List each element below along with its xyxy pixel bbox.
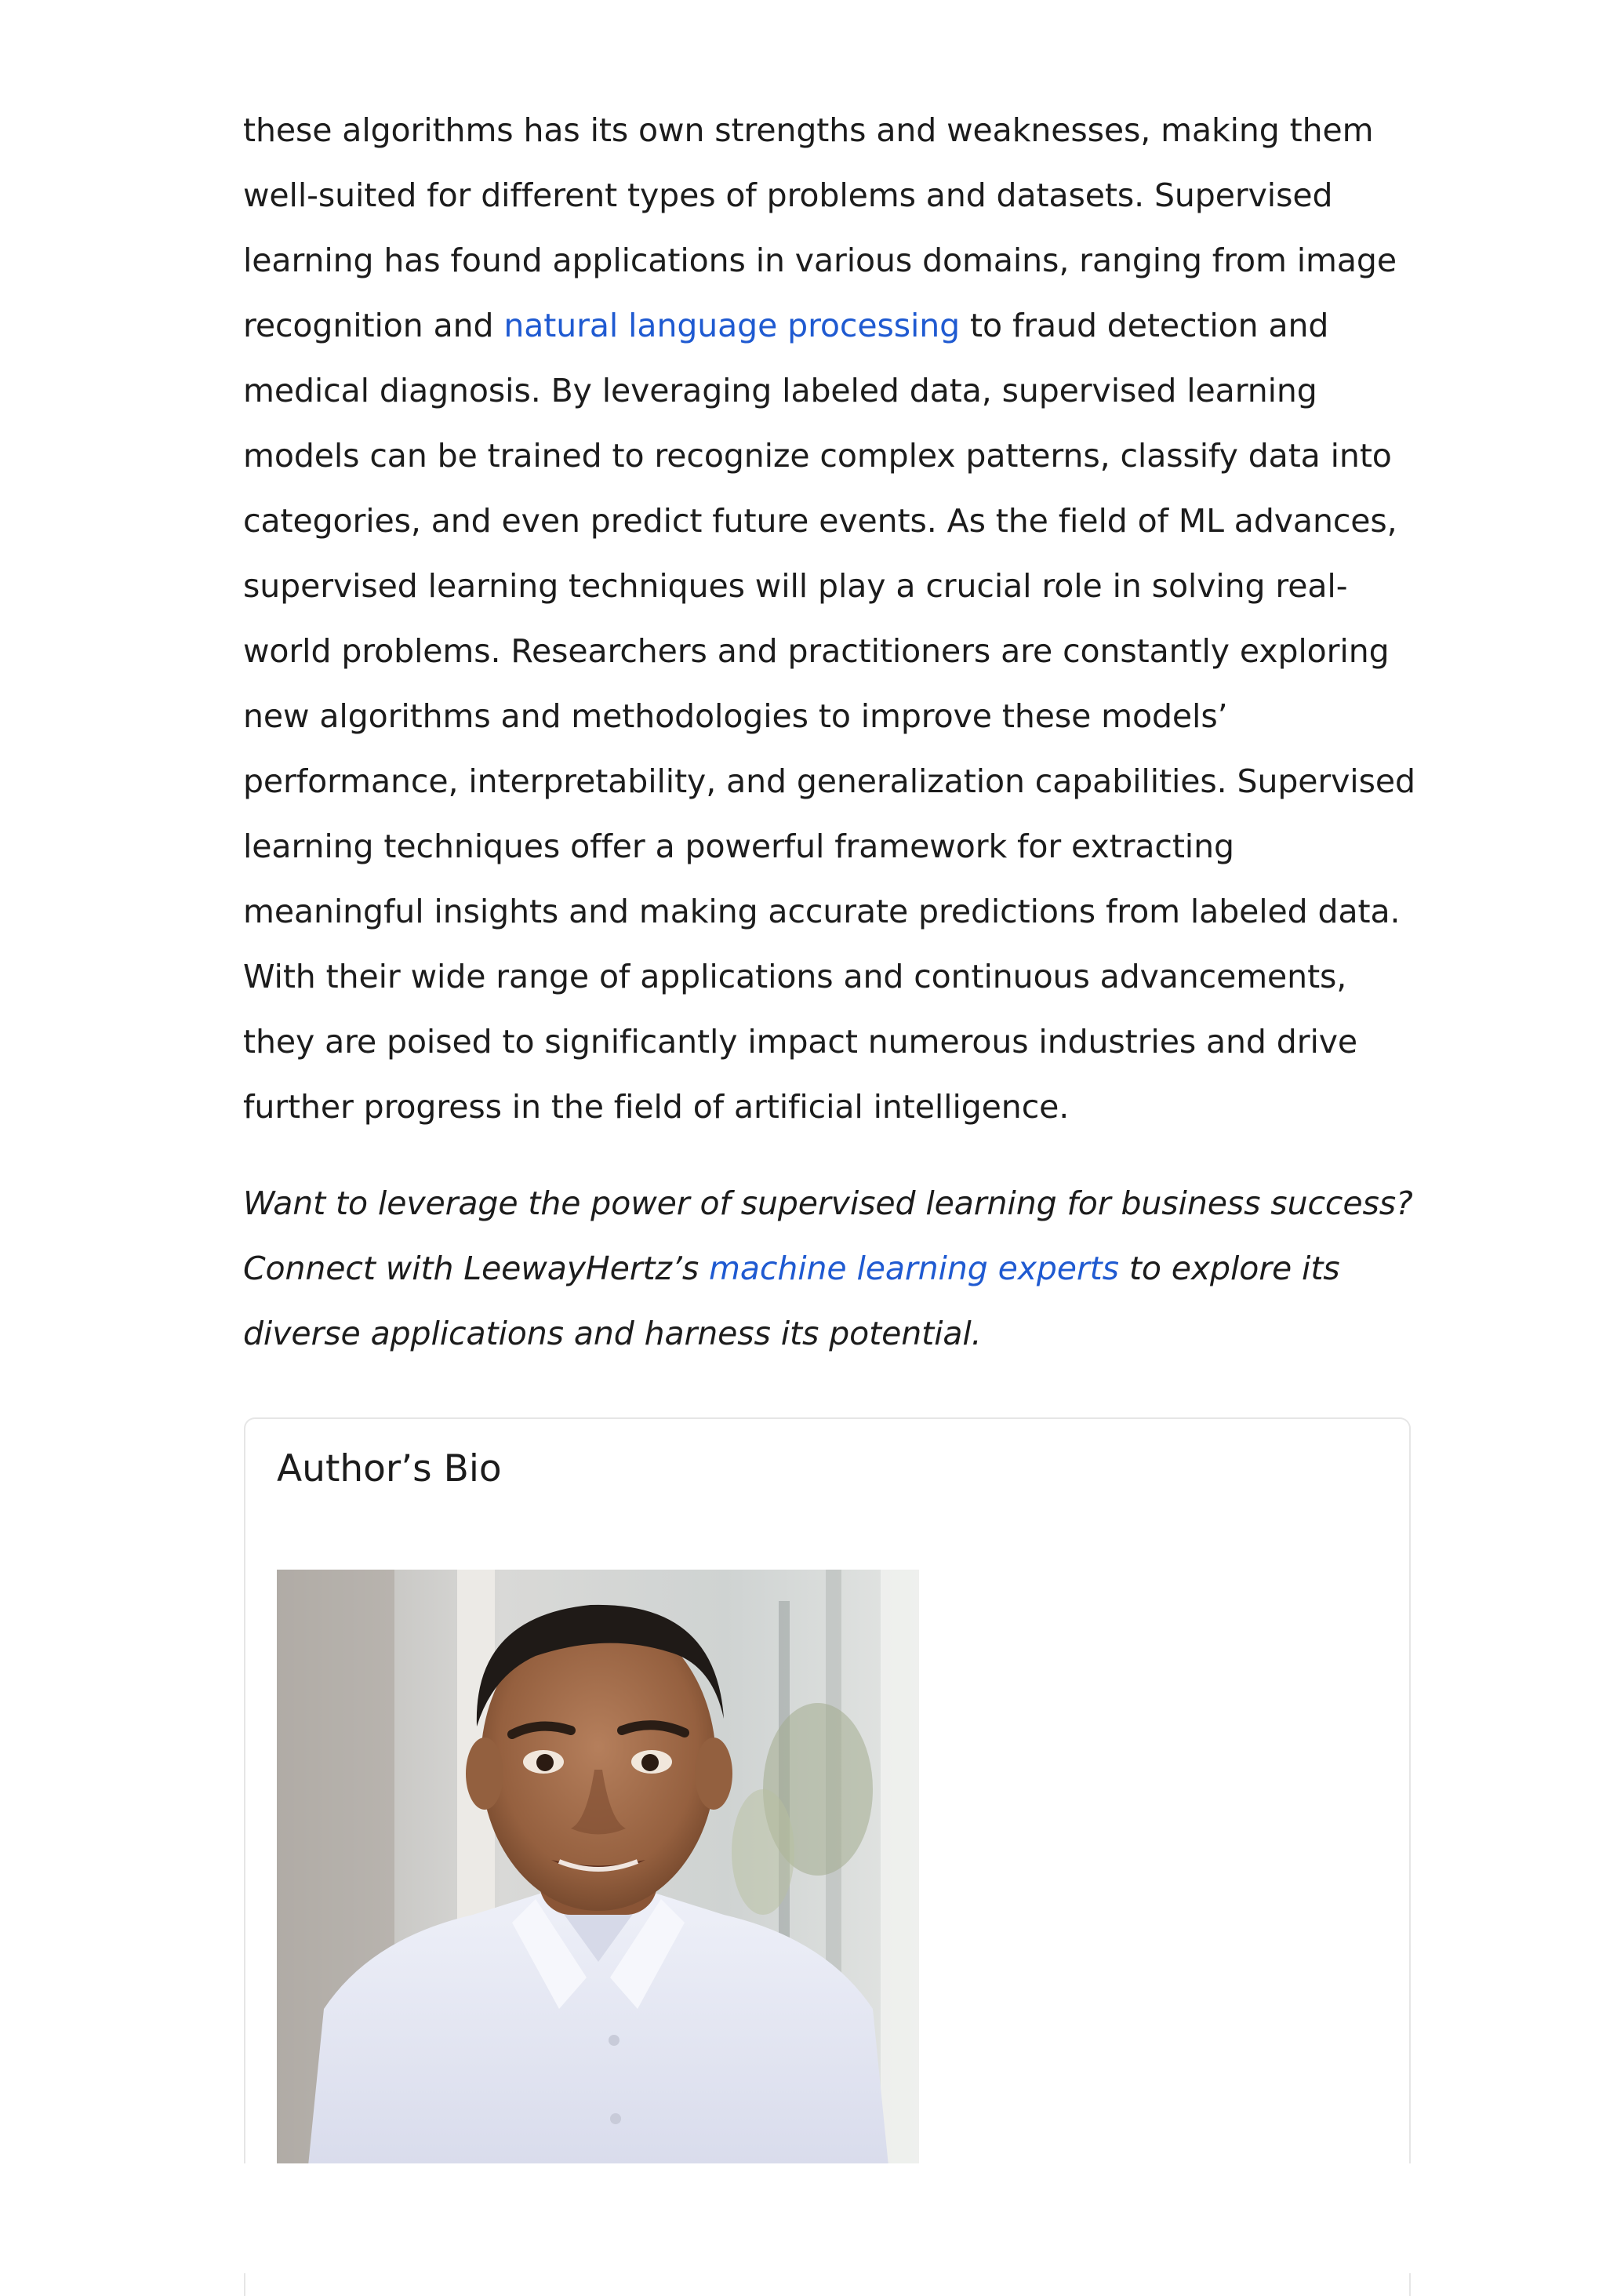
cta-text-start: Want to leverage the power of supervised learning for business success? Connect with LeewayHertz’s	[243, 1184, 1413, 1287]
conclusion-paragraph	[243, 98, 1419, 1140]
cta-text-end: to explore its diverse applications and harness its potential.	[243, 1250, 1340, 1352]
paragraph-text-start: these algorithms has its own strengths and weaknesses, making them well-suited for different types of problems and datasets. Supervised learning has found applications in various domains, ranging from image recognition and	[243, 111, 1397, 344]
page-bottom-margin	[0, 2163, 1606, 2273]
nlp-link[interactable]: natural language processing	[503, 307, 961, 344]
cta-paragraph	[243, 1171, 1419, 1366]
author-photo-image	[277, 1570, 919, 2166]
author-photo	[277, 1570, 919, 2166]
ml-experts-link[interactable]: machine learning experts	[709, 1250, 1119, 1287]
author-bio-title: Author’s Bio	[277, 1447, 502, 1490]
article-body	[243, 98, 1419, 1366]
paragraph-text-end: to fraud detection and medical diagnosis. By leveraging labeled data, supervised learning models can be trained to recognize complex patterns, classify data into categories, and even predict future events. As the field of ML advances, supervised learning techniques will play a crucial role in solving real-world problems. Researchers and practitioners are constantly exploring new algorithms and methodologies to improve these models’ performance, interpretability, and generalization capabilities. Supervised learning techniques offer a powerful framework for extracting meaningful insights and making accurate predictions from labeled data. With their wide range of applications and continuous advancements, they are poised to significantly impact numerous industries and drive further progress in the field of artificial intelligence.	[243, 307, 1415, 1126]
